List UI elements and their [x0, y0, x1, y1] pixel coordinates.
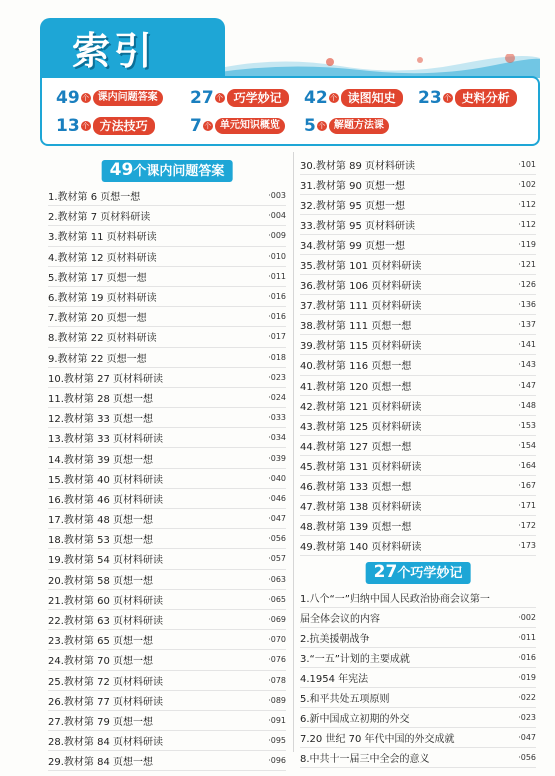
- leader-dots: [157, 397, 264, 398]
- entry-page-number: ·023: [518, 713, 536, 723]
- section-label: 个巧学妙记: [397, 565, 463, 581]
- entry-page-number: ·096: [268, 756, 286, 766]
- entry-page-number: ·004: [268, 211, 286, 221]
- entry-page-number: ·172: [518, 520, 536, 530]
- leader-dots: [167, 558, 264, 559]
- leader-dots: [459, 737, 515, 738]
- category-methods[interactable]: [56, 116, 155, 136]
- leader-dots: [154, 215, 264, 216]
- category-count: 49: [56, 88, 80, 108]
- index-entry[interactable]: [300, 335, 536, 355]
- leader-dots: [415, 385, 514, 386]
- leader-dots: [167, 377, 264, 378]
- index-entry[interactable]: [48, 570, 286, 590]
- category-overview[interactable]: [190, 116, 285, 136]
- index-entry[interactable]: [300, 315, 536, 335]
- entry-page-number: ·057: [268, 554, 286, 564]
- entry-page-number: ·002: [518, 613, 536, 622]
- index-entry[interactable]: [48, 691, 286, 711]
- entry-title: 15.教材第 40 页材料研读: [48, 471, 165, 486]
- leader-dots: [167, 740, 264, 741]
- entry-title: 35.教材第 101 页材料研读: [300, 257, 423, 272]
- category-label: 史料分析: [455, 89, 517, 107]
- entry-page-number: ·047: [518, 733, 536, 743]
- entry-page-number: ·065: [268, 594, 286, 604]
- index-entry[interactable]: [48, 247, 286, 267]
- leader-dots: [415, 485, 514, 486]
- category-count: 5: [304, 116, 316, 136]
- entry-title: 25.教材第 72 页材料研读: [48, 673, 165, 688]
- entry-title: 1.八个“一”归纳中国人民政治协商会议第一: [300, 590, 492, 605]
- category-count: 7: [190, 116, 202, 136]
- title-bar: [40, 18, 225, 78]
- entry-page-number: ·024: [268, 392, 286, 402]
- leader-dots: [151, 316, 265, 317]
- category-count: 13: [56, 116, 80, 136]
- index-entry[interactable]: [300, 668, 536, 688]
- category-answers[interactable]: [56, 88, 163, 108]
- index-entry[interactable]: [48, 388, 286, 408]
- entry-page-number: ·046: [268, 493, 286, 503]
- index-entry[interactable]: [300, 396, 536, 416]
- index-entry[interactable]: [48, 751, 286, 771]
- entry-page-number: ·011: [268, 271, 286, 281]
- section-label: 个课内问题答案: [133, 164, 225, 179]
- index-entry[interactable]: [48, 348, 286, 368]
- entry-title: 47.教材第 138 页材料研读: [300, 498, 423, 513]
- leader-dots: [161, 256, 265, 257]
- category-label: 巧学妙记: [227, 89, 289, 107]
- entry-title: 33.教材第 95 页材料研读: [300, 217, 417, 232]
- index-entry[interactable]: [300, 748, 536, 768]
- leader-dots: [161, 296, 265, 297]
- entry-title: 6.教材第 19 页材料研读: [48, 289, 159, 304]
- index-entry[interactable]: [48, 590, 286, 610]
- entry-title: 30.教材第 89 页材料研读: [300, 157, 417, 172]
- leader-dots: [415, 364, 514, 365]
- index-entry[interactable]: [300, 608, 536, 628]
- entry-page-number: ·056: [268, 534, 286, 544]
- entry-title: 5.教材第 17 页想一想: [48, 269, 149, 284]
- entry-page-number: ·154: [518, 440, 536, 450]
- index-entry[interactable]: [300, 195, 536, 215]
- leader-dots: [144, 195, 264, 196]
- index-entry[interactable]: [300, 235, 536, 255]
- index-entry[interactable]: [300, 476, 536, 496]
- leader-dots: [425, 405, 514, 406]
- entry-title: 23.教材第 65 页想一想: [48, 632, 155, 647]
- entry-page-number: ·076: [268, 655, 286, 665]
- entry-title: 46.教材第 133 页想一想: [300, 478, 413, 493]
- entry-page-number: ·034: [268, 433, 286, 443]
- answers-list-left: [48, 186, 286, 771]
- category-summary-box: [40, 76, 540, 146]
- leader-dots: [425, 465, 514, 466]
- entry-title: 届全体会议的内容: [300, 610, 382, 625]
- entry-title: 45.教材第 131 页材料研读: [300, 458, 423, 473]
- entry-page-number: ·069: [268, 615, 286, 625]
- index-entry[interactable]: [300, 155, 536, 175]
- entry-page-number: ·148: [518, 400, 536, 410]
- index-entry[interactable]: [48, 448, 286, 468]
- index-entry[interactable]: [48, 368, 286, 388]
- answers-section-badge: [102, 160, 233, 182]
- entry-page-number: ·070: [268, 635, 286, 645]
- index-entry[interactable]: [48, 549, 286, 569]
- index-entry[interactable]: [48, 489, 286, 509]
- category-dot-icon: 个: [330, 94, 338, 102]
- index-entry[interactable]: [48, 267, 286, 287]
- entry-page-number: ·056: [518, 753, 536, 763]
- entry-page-number: ·089: [268, 695, 286, 705]
- entry-title: 32.教材第 95 页想一想: [300, 197, 407, 212]
- category-label: 读图知史: [341, 89, 403, 107]
- entry-title: 14.教材第 39 页想一想: [48, 451, 155, 466]
- index-entry[interactable]: [48, 408, 286, 428]
- entry-title: 6.新中国成立初期的外交: [300, 710, 412, 725]
- index-entry[interactable]: [300, 456, 536, 476]
- decorative-wave-icon: [220, 54, 540, 78]
- leader-dots: [161, 336, 265, 337]
- entry-title: 34.教材第 99 页想一想: [300, 237, 407, 252]
- entry-page-number: ·121: [518, 260, 536, 270]
- leader-dots: [425, 284, 514, 285]
- entry-title: 2.教材第 7 页材料研读: [48, 208, 152, 223]
- leader-dots: [167, 700, 264, 701]
- leader-dots: [372, 677, 514, 678]
- entry-title: 4.教材第 12 页材料研读: [48, 249, 159, 264]
- entry-page-number: ·173: [518, 540, 536, 550]
- leader-dots: [374, 637, 515, 638]
- entry-page-number: ·167: [518, 480, 536, 490]
- entry-page-number: ·112: [518, 220, 536, 230]
- entry-page-number: ·091: [268, 715, 286, 725]
- tips-section-badge: [366, 562, 471, 584]
- entry-title: 26.教材第 77 页材料研读: [48, 693, 165, 708]
- leader-dots: [157, 659, 264, 660]
- entry-page-number: ·039: [268, 453, 286, 463]
- entry-page-number: ·009: [268, 231, 286, 241]
- category-solving[interactable]: [304, 116, 389, 136]
- entry-title: 12.教材第 33 页想一想: [48, 410, 155, 425]
- page-title: 索引: [72, 29, 157, 73]
- section-count: 49: [109, 160, 134, 180]
- answers-list-right: [300, 155, 536, 556]
- leader-dots: [157, 518, 264, 519]
- leader-dots: [419, 224, 514, 225]
- entry-title: 38.教材第 111 页想一想: [300, 317, 413, 332]
- index-entry[interactable]: [300, 628, 536, 648]
- entry-title: 48.教材第 139 页想一想: [300, 518, 413, 533]
- entry-title: 36.教材第 106 页材料研读: [300, 277, 423, 292]
- leader-dots: [167, 437, 264, 438]
- entry-title: 4.1954 年宪法: [300, 670, 370, 685]
- entry-page-number: ·112: [518, 200, 536, 210]
- entry-page-number: ·016: [268, 312, 286, 322]
- entry-title: 3.“一五”计划的主要成就: [300, 650, 412, 665]
- index-entry[interactable]: [300, 275, 536, 295]
- leader-dots: [157, 458, 264, 459]
- entry-page-number: ·101: [518, 160, 536, 170]
- index-entry[interactable]: [48, 428, 286, 448]
- entry-page-number: ·003: [268, 191, 286, 201]
- index-header: [40, 18, 540, 143]
- index-entry[interactable]: [300, 436, 536, 456]
- entry-title: 13.教材第 33 页材料研读: [48, 430, 165, 445]
- category-label: 解题方法课: [329, 118, 389, 134]
- category-count: 42: [304, 88, 328, 108]
- leader-dots: [414, 657, 514, 658]
- leader-dots: [415, 525, 514, 526]
- leader-dots: [434, 757, 515, 758]
- entry-page-number: ·011: [518, 633, 536, 643]
- leader-dots: [157, 417, 264, 418]
- index-entry[interactable]: [300, 416, 536, 436]
- entry-page-number: ·047: [268, 514, 286, 524]
- leader-dots: [161, 235, 265, 236]
- leader-dots: [409, 244, 514, 245]
- category-sources[interactable]: [418, 88, 517, 108]
- leader-dots: [414, 717, 515, 718]
- entry-page-number: ·171: [518, 500, 536, 510]
- entry-page-number: ·040: [268, 473, 286, 483]
- entry-page-number: ·137: [518, 320, 536, 330]
- entry-title: 11.教材第 28 页想一想: [48, 390, 155, 405]
- index-entry[interactable]: [300, 688, 536, 708]
- entry-page-number: ·019: [518, 673, 536, 683]
- right-column: [300, 155, 536, 768]
- entry-title: 17.教材第 48 页想一想: [48, 511, 155, 526]
- index-entry[interactable]: [300, 516, 536, 536]
- entry-title: 16.教材第 46 页材料研读: [48, 491, 165, 506]
- index-entry[interactable]: [48, 287, 286, 307]
- entry-page-number: ·078: [268, 675, 286, 685]
- index-entry[interactable]: [48, 186, 286, 206]
- entry-title: 22.教材第 63 页材料研读: [48, 612, 165, 627]
- entry-page-number: ·023: [268, 372, 286, 382]
- entry-title: 41.教材第 120 页想一想: [300, 378, 413, 393]
- leader-dots: [425, 425, 514, 426]
- category-label: 方法技巧: [93, 117, 155, 135]
- index-entry[interactable]: [300, 588, 536, 608]
- entry-page-number: ·143: [518, 360, 536, 370]
- leader-dots: [157, 639, 264, 640]
- entry-page-number: ·164: [518, 460, 536, 470]
- index-entry[interactable]: [48, 206, 286, 226]
- category-dot-icon: 个: [216, 94, 224, 102]
- entry-title: 27.教材第 79 页想一想: [48, 713, 155, 728]
- leader-dots: [167, 599, 264, 600]
- entry-page-number: ·141: [518, 340, 536, 350]
- entry-page-number: ·136: [518, 300, 536, 310]
- entry-title: 29.教材第 84 页想一想: [48, 753, 155, 768]
- index-entry[interactable]: [48, 327, 286, 347]
- index-entry[interactable]: [300, 215, 536, 235]
- category-count: 23: [418, 88, 442, 108]
- leader-dots: [157, 720, 264, 721]
- leader-dots: [167, 498, 264, 499]
- entry-title: 10.教材第 27 页材料研读: [48, 370, 165, 385]
- entry-page-number: ·126: [518, 280, 536, 290]
- leader-dots: [151, 357, 265, 358]
- entry-title: 49.教材第 140 页材料研读: [300, 538, 423, 553]
- entry-page-number: ·102: [518, 180, 536, 190]
- entry-page-number: ·119: [518, 240, 536, 250]
- index-entry[interactable]: [300, 355, 536, 375]
- entry-title: 19.教材第 54 页材料研读: [48, 551, 165, 566]
- entry-page-number: ·016: [518, 653, 536, 663]
- answers-column-left: [48, 160, 286, 771]
- leader-dots: [425, 545, 514, 546]
- entry-page-number: ·022: [518, 693, 536, 703]
- entry-title: 9.教材第 22 页想一想: [48, 350, 149, 365]
- index-entry[interactable]: [300, 536, 536, 556]
- index-entry[interactable]: [48, 529, 286, 549]
- entry-title: 28.教材第 84 页材料研读: [48, 733, 165, 748]
- index-entry[interactable]: [48, 630, 286, 650]
- entry-title: 3.教材第 11 页材料研读: [48, 228, 159, 243]
- leader-dots: [425, 344, 514, 345]
- index-entry[interactable]: [48, 671, 286, 691]
- entry-title: 40.教材第 116 页想一想: [300, 357, 413, 372]
- entry-title: 39.教材第 115 页材料研读: [300, 337, 423, 352]
- leader-dots: [419, 164, 514, 165]
- leader-dots: [167, 478, 264, 479]
- leader-dots: [394, 697, 515, 698]
- index-entry[interactable]: [300, 708, 536, 728]
- entry-page-number: ·033: [268, 413, 286, 423]
- index-entry[interactable]: [300, 648, 536, 668]
- entry-title: 2.抗美援朝战争: [300, 630, 372, 645]
- category-dot-icon: 个: [444, 94, 452, 102]
- index-entry[interactable]: [48, 610, 286, 630]
- category-tips[interactable]: [190, 88, 289, 108]
- entry-page-number: ·147: [518, 380, 536, 390]
- entry-title: 8.中共十一届三中全会的意义: [300, 750, 432, 765]
- index-entry[interactable]: [48, 509, 286, 529]
- leader-dots: [409, 204, 514, 205]
- leader-dots: [415, 445, 514, 446]
- category-label: 课内问题答案: [93, 90, 163, 106]
- category-count: 27: [190, 88, 214, 108]
- index-entry[interactable]: [48, 711, 286, 731]
- category-dot-icon: 个: [82, 94, 90, 102]
- section-count: 27: [373, 561, 398, 582]
- entry-page-number: ·010: [268, 251, 286, 261]
- leader-dots: [167, 619, 264, 620]
- leader-dots: [157, 579, 264, 580]
- index-entry[interactable]: [48, 650, 286, 670]
- leader-dots: [384, 617, 514, 618]
- entry-page-number: ·153: [518, 420, 536, 430]
- index-entry[interactable]: [300, 496, 536, 516]
- entry-page-number: ·063: [268, 574, 286, 584]
- entry-title: 24.教材第 70 页想一想: [48, 652, 155, 667]
- index-entry[interactable]: [300, 728, 536, 748]
- entry-title: 20.教材第 58 页想一想: [48, 572, 155, 587]
- index-entry[interactable]: [300, 175, 536, 195]
- entry-title: 8.教材第 22 页材料研读: [48, 329, 159, 344]
- entry-title: 18.教材第 53 页想一想: [48, 531, 155, 546]
- category-dot-icon: 个: [318, 122, 326, 130]
- leader-dots: [151, 276, 265, 277]
- leader-dots: [415, 324, 514, 325]
- entry-title: 1.教材第 6 页想一想: [48, 188, 142, 203]
- entry-page-number: ·016: [268, 292, 286, 302]
- entry-title: 31.教材第 90 页想一想: [300, 177, 407, 192]
- index-entry[interactable]: [300, 255, 536, 275]
- entry-title: 44.教材第 127 页想一想: [300, 438, 413, 453]
- entry-page-number: ·018: [268, 352, 286, 362]
- leader-dots: [425, 264, 514, 265]
- column-divider: [293, 152, 294, 752]
- index-entry[interactable]: [300, 295, 536, 315]
- leader-dots: [157, 538, 264, 539]
- entry-title: 7.20 世纪 70 年代中国的外交成就: [300, 730, 457, 745]
- category-dot-icon: 个: [204, 122, 212, 130]
- entry-title: 5.和平共处五项原则: [300, 690, 392, 705]
- tips-section-header: [300, 562, 536, 582]
- leader-dots: [167, 680, 264, 681]
- entry-title: 21.教材第 60 页材料研读: [48, 592, 165, 607]
- leader-dots: [425, 304, 514, 305]
- entry-title: 7.教材第 20 页想一想: [48, 309, 149, 324]
- entry-page-number: ·095: [268, 736, 286, 746]
- leader-dots: [157, 760, 264, 761]
- entry-title: 42.教材第 121 页材料研读: [300, 398, 423, 413]
- leader-dots: [425, 505, 514, 506]
- index-entry[interactable]: [48, 226, 286, 246]
- category-dot-icon: 个: [82, 122, 90, 130]
- entry-page-number: ·017: [268, 332, 286, 342]
- category-label: 单元知识概览: [215, 118, 285, 134]
- tips-list: [300, 588, 536, 768]
- index-entry[interactable]: [48, 731, 286, 751]
- entry-title: 37.教材第 111 页材料研读: [300, 297, 423, 312]
- index-entry[interactable]: [300, 376, 536, 396]
- leader-dots: [409, 184, 514, 185]
- answers-section-header: [48, 160, 286, 180]
- index-entry[interactable]: [48, 469, 286, 489]
- index-entry[interactable]: [48, 307, 286, 327]
- category-maps[interactable]: [304, 88, 403, 108]
- entry-title: 43.教材第 125 页材料研读: [300, 418, 423, 433]
